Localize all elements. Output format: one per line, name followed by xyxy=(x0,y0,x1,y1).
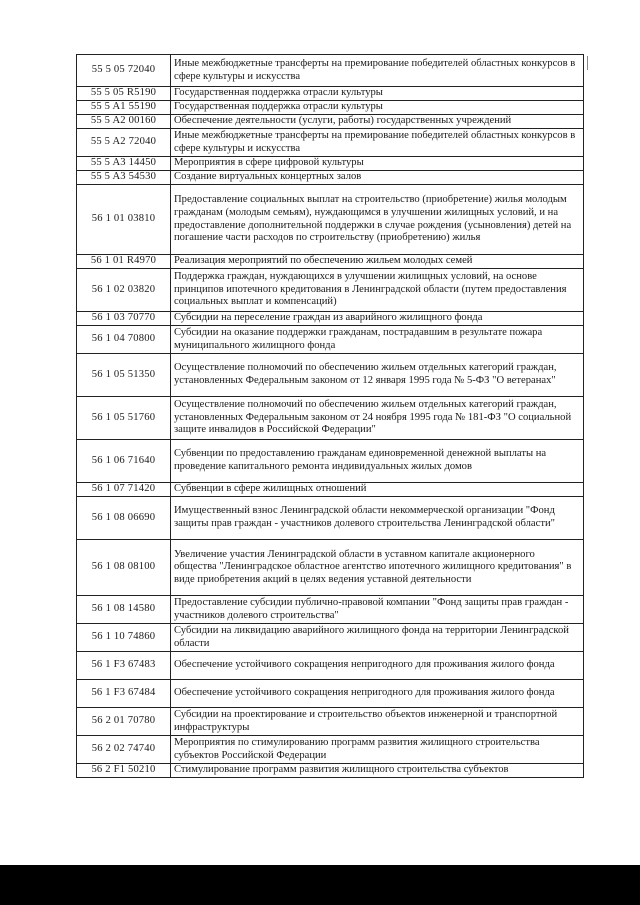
row-name: Создание виртуальных концертных залов xyxy=(171,171,584,185)
row-code: 55 5 A3 14450 xyxy=(77,157,171,171)
row-code: 55 5 A2 00160 xyxy=(77,115,171,129)
row-code: 56 1 03 70770 xyxy=(77,312,171,326)
row-code: 55 5 A2 72040 xyxy=(77,129,171,157)
table-row xyxy=(77,397,584,440)
table-row xyxy=(77,129,584,157)
table-row xyxy=(77,312,584,326)
table-body xyxy=(77,55,584,778)
row-name: Мероприятия по стимулированию программ развития жилищного строительства субъектов Российской Федерации xyxy=(171,736,584,764)
row-code: 56 1 10 74860 xyxy=(77,624,171,652)
row-name: Осуществление полномочий по обеспечению жильем отдельных категорий граждан, установленных Федеральным законом от 24 ноября 1995 года № 181-ФЗ "О социальной защите инвалидов в Российской Федерации" xyxy=(171,397,584,440)
row-code: 56 2 02 74740 xyxy=(77,736,171,764)
row-name: Увеличение участия Ленинградской области в уставном капитале акционерного общества "Ленинградское областное агентство ипотечного жилищного кредитования" в виде приобретения акций в целях ведения уставной деятельности xyxy=(171,540,584,596)
table-row xyxy=(77,680,584,708)
row-code: 56 1 04 70800 xyxy=(77,326,171,354)
table-row xyxy=(77,624,584,652)
row-name: Обеспечение устойчивого сокращения непригодного для проживания жилого фонда xyxy=(171,680,584,708)
table-row xyxy=(77,269,584,312)
row-code: 56 2 F1 50210 xyxy=(77,764,171,778)
row-code: 56 1 05 51760 xyxy=(77,397,171,440)
row-code: 56 1 F3 67483 xyxy=(77,652,171,680)
row-code: 55 5 A3 54530 xyxy=(77,171,171,185)
table-row xyxy=(77,483,584,497)
row-code: 56 1 06 71640 xyxy=(77,440,171,483)
table-row xyxy=(77,497,584,540)
row-name: Субвенции в сфере жилищных отношений xyxy=(171,483,584,497)
row-code: 56 1 01 R4970 xyxy=(77,255,171,269)
row-code: 56 1 07 71420 xyxy=(77,483,171,497)
table-row xyxy=(77,736,584,764)
table-row xyxy=(77,764,584,778)
row-name: Реализация мероприятий по обеспечению жильем молодых семей xyxy=(171,255,584,269)
table-row xyxy=(77,255,584,269)
row-name: Государственная поддержка отрасли культуры xyxy=(171,101,584,115)
budget-codes-table xyxy=(76,54,584,778)
row-name: Субсидии на проектирование и строительство объектов инженерной и транспортной инфраструктуры xyxy=(171,708,584,736)
table-row xyxy=(77,87,584,101)
table-row xyxy=(77,440,584,483)
table-row xyxy=(77,171,584,185)
row-code: 55 5 A1 55190 xyxy=(77,101,171,115)
row-code: 56 1 08 08100 xyxy=(77,540,171,596)
row-code: 56 1 05 51350 xyxy=(77,354,171,397)
row-code: 56 1 01 03810 xyxy=(77,185,171,255)
row-code: 56 2 01 70780 xyxy=(77,708,171,736)
scan-edge-mark xyxy=(587,56,588,70)
row-name: Иные межбюджетные трансферты на премирование победителей областных конкурсов в сфере культуры и искусства xyxy=(171,129,584,157)
table-row xyxy=(77,115,584,129)
row-name: Субсидии на переселение граждан из аварийного жилищного фонда xyxy=(171,312,584,326)
table-row xyxy=(77,326,584,354)
row-name: Предоставление субсидии публично-правовой компании "Фонд защиты прав граждан - участников долевого строительства" xyxy=(171,596,584,624)
table-row xyxy=(77,157,584,171)
row-name: Стимулирование программ развития жилищного строительства субъектов xyxy=(171,764,584,778)
row-name: Субсидии на ликвидацию аварийного жилищного фонда на территории Ленинградской области xyxy=(171,624,584,652)
row-name: Субсидии на оказание поддержки гражданам, пострадавшим в результате пожара муниципального жилищного фонда xyxy=(171,326,584,354)
row-code: 56 1 08 14580 xyxy=(77,596,171,624)
row-name: Предоставление социальных выплат на строительство (приобретение) жилья молодым гражданам (молодым семьям), нуждающимся в улучшении жилищных условий, и на предоставление дополнительной поддержки в случае рождения (усыновления) детей на погашение части расходов по строительству (приобретению) жилья xyxy=(171,185,584,255)
row-code: 55 5 05 72040 xyxy=(77,55,171,87)
row-name: Обеспечение деятельности (услуги, работы) государственных учреждений xyxy=(171,115,584,129)
row-code: 56 1 02 03820 xyxy=(77,269,171,312)
row-name: Поддержка граждан, нуждающихся в улучшении жилищных условий, на основе принципов ипотечного кредитования в Ленинградской области (путем предоставления социальных выплат и компенсаций) xyxy=(171,269,584,312)
table-row xyxy=(77,185,584,255)
table-row xyxy=(77,540,584,596)
row-code: 56 1 08 06690 xyxy=(77,497,171,540)
row-name: Осуществление полномочий по обеспечению жильем отдельных категорий граждан, установленных Федеральным законом от 12 января 1995 года № 5-ФЗ "О ветеранах" xyxy=(171,354,584,397)
row-code: 55 5 05 R5190 xyxy=(77,87,171,101)
table-row xyxy=(77,55,584,87)
table-row xyxy=(77,652,584,680)
row-name: Обеспечение устойчивого сокращения непригодного для проживания жилого фонда xyxy=(171,652,584,680)
table-row xyxy=(77,708,584,736)
row-name: Субвенции по предоставлению гражданам единовременной денежной выплаты на проведение капитального ремонта индивидуальных жилых домов xyxy=(171,440,584,483)
row-code: 56 1 F3 67484 xyxy=(77,680,171,708)
table-row xyxy=(77,596,584,624)
row-name: Имущественный взнос Ленинградской области некоммерческой организации "Фонд защиты прав граждан - участников долевого строительства Ленинградской области" xyxy=(171,497,584,540)
table-row xyxy=(77,101,584,115)
row-name: Государственная поддержка отрасли культуры xyxy=(171,87,584,101)
table-row xyxy=(77,354,584,397)
row-name: Иные межбюджетные трансферты на премирование победителей областных конкурсов в сфере культуры и искусства xyxy=(171,55,584,87)
scan-bottom-border xyxy=(0,865,640,905)
row-name: Мероприятия в сфере цифровой культуры xyxy=(171,157,584,171)
